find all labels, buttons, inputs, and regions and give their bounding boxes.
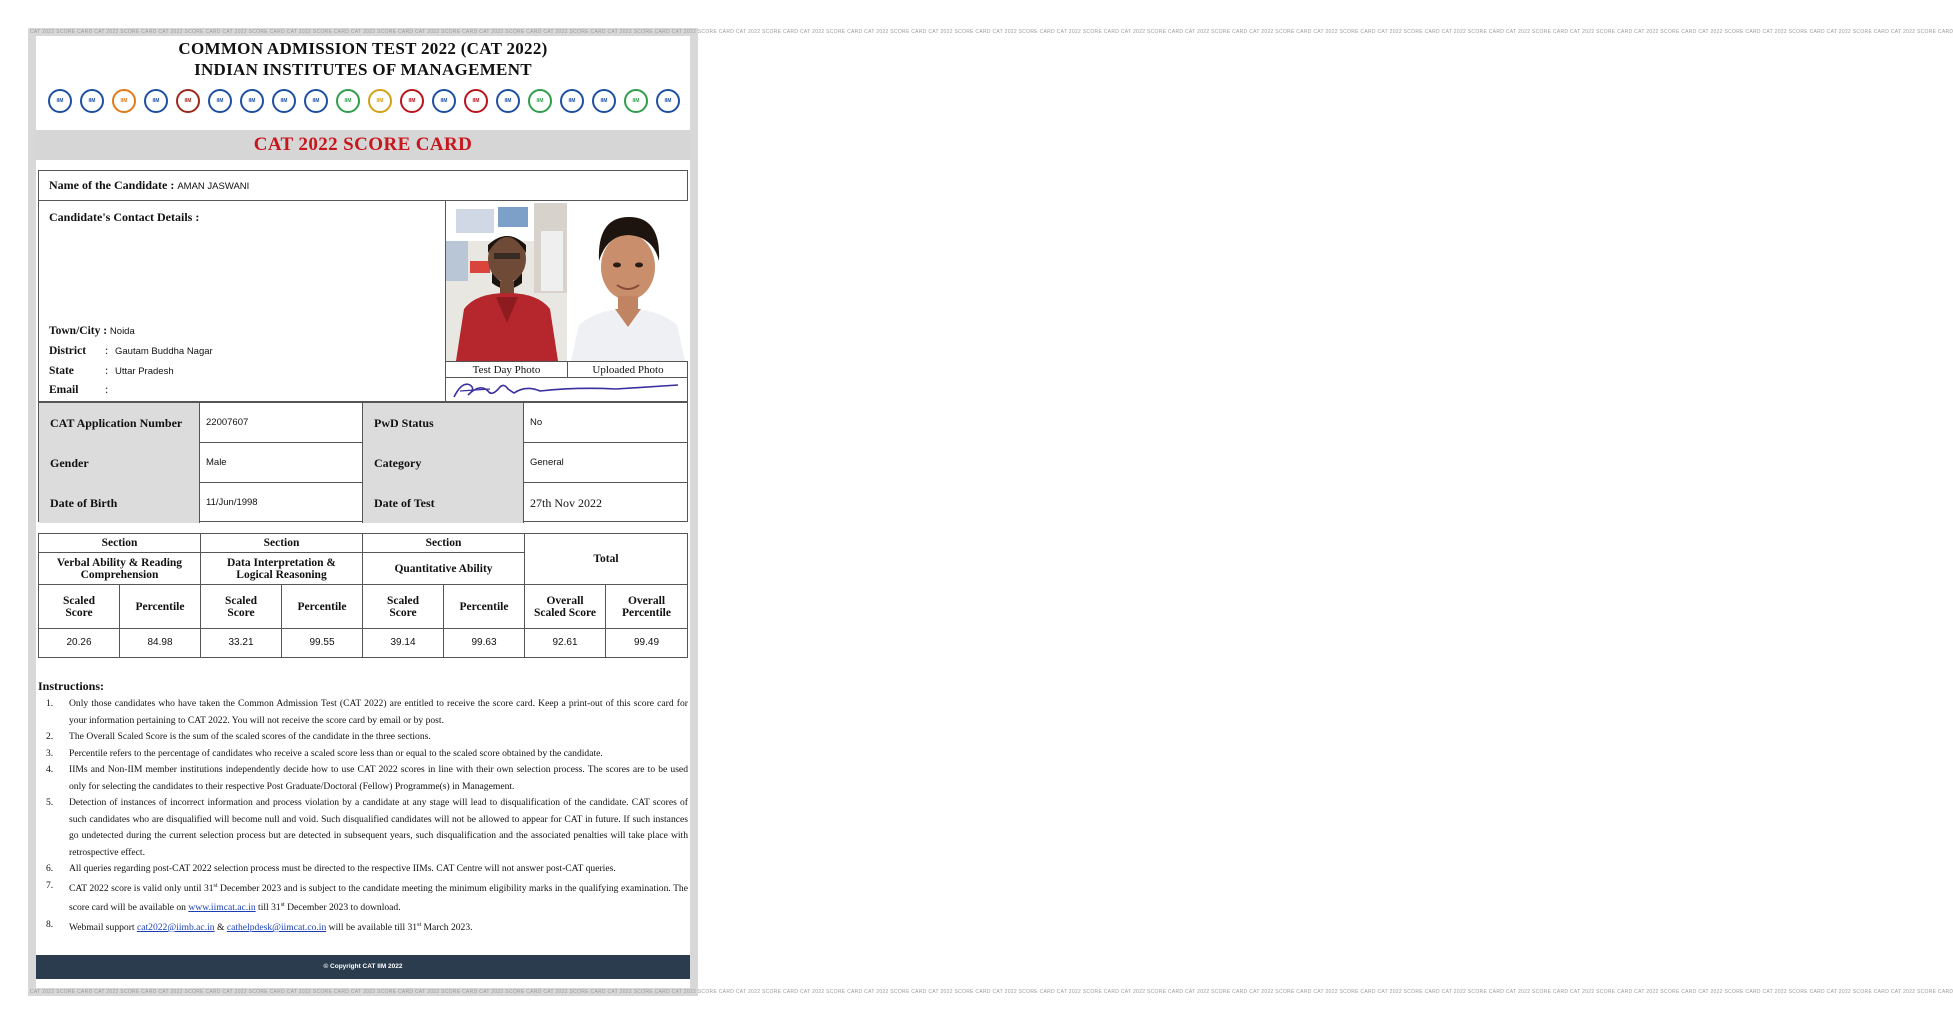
exam-title: COMMON ADMISSION TEST 2022 (CAT 2022) <box>178 39 548 58</box>
iim-logo-icon: IIM <box>560 89 584 113</box>
qa-percentile-label: Percentile <box>444 585 525 629</box>
uploaded-photo <box>567 201 688 361</box>
dilr-scaled-label: Scaled Score <box>201 585 282 629</box>
iim-logo-icon: IIM <box>624 89 648 113</box>
iim-logo-icon: IIM <box>304 89 328 113</box>
instruction-item: 6. All queries regarding post-CAT 2022 selection process must be directed to the respective IIMs. CAT Centre will not answer post-CAT queries. <box>46 863 616 874</box>
instructions-list <box>38 696 688 937</box>
town-row <box>49 325 135 337</box>
instruction-item: 8. Webmail support cat2022@iimb.ac.in & cathelpdesk@iimcat.co.in will be available till 31st March 2023. <box>46 918 473 934</box>
overall-scaled-label: Overall Scaled Score <box>525 585 606 629</box>
iim-logo-icon: IIM <box>400 89 424 113</box>
instructions-title: Instructions: <box>38 679 105 693</box>
score-table <box>38 533 688 658</box>
instruction-text: Only those candidates who have taken the Common Admission Test (CAT 2022) are entitled to receive the score card. Keep a print-out of this score card for your information pertaining to CAT 2022. You will not receive the score card by email or by post. <box>69 698 688 726</box>
iim-logo-icon: IIM <box>336 89 360 113</box>
iim-logo-strip <box>48 86 680 116</box>
district-row <box>49 345 349 357</box>
dilr-percentile: 99.55 <box>282 629 363 657</box>
email-sep: : <box>105 384 109 396</box>
iim-logo-icon: IIM <box>528 89 552 113</box>
dilr-percentile-label: Percentile <box>282 585 363 629</box>
varc-scaled-score: 20.26 <box>39 629 120 657</box>
info-row-dates <box>39 483 687 523</box>
instruction-item: 2. The Overall Scaled Score is the sum of the scaled scores of the candidate in the three sections. <box>46 731 431 742</box>
gender-label: Gender <box>39 443 199 483</box>
signature-image <box>446 379 688 401</box>
district-value: Gautam Buddha Nagar <box>115 346 213 357</box>
iim-logo-icon: IIM <box>432 89 456 113</box>
category-label: Category <box>363 443 523 483</box>
pwd-status-value: No <box>530 417 543 428</box>
iim-logo-icon: IIM <box>464 89 488 113</box>
candidate-details <box>38 170 688 402</box>
category-value: General <box>530 457 564 468</box>
total-header: Total <box>525 534 687 585</box>
helpdesk-email-link[interactable]: cathelpdesk@iimcat.co.in <box>226 922 327 934</box>
score-card-title: CAT 2022 SCORE CARD <box>253 134 473 155</box>
institute-title: INDIAN INSTITUTES OF MANAGEMENT <box>194 60 532 79</box>
qa-percentile: 99.63 <box>444 629 525 657</box>
iim-logo-icon: IIM <box>144 89 168 113</box>
border-text-top: CAT 2022 SCORE CARD CAT 2022 SCORE CARD CAT 2022 SCORE CARD CAT 2022 SCORE CARD CAT 2022 SCORE CARD CAT 2022 SCORE CARD CAT 2022 SCORE CARD CAT 2022 SCORE CARD CAT 2022 SCORE CARD CAT 2022 SCORE CARD CAT 2022 SCORE CARD CAT 2022 SCORE CARD CAT 2022 SCORE CARD CAT 2022 SCORE CARD CAT 2022 SCORE CARD CAT 2022 SCORE CARD CAT 2022 SCORE CARD CAT 2022 SCORE CARD CAT 2022 SCORE CARD CAT 2022 SCORE CARD CAT 2022 SCORE CARD CAT 2022 SCORE CARD CAT 2022 SCORE CARD CAT 2022 SCORE CARD CAT 2022 SCORE CARD CAT 2022 SCORE CARD CAT 2022 SCORE CARD CAT 2022 SCORE CARD CAT 2022 SCORE CARD CAT 2022 SCORE CARD <box>30 29 1953 35</box>
candidate-name: AMAN JASWANI <box>177 181 250 192</box>
header <box>36 38 690 80</box>
iim-logo-icon: IIM <box>208 89 232 113</box>
gender-value: Male <box>206 457 227 468</box>
state-sep: : <box>105 365 109 377</box>
uploaded-photo-caption: Uploaded Photo <box>567 362 688 377</box>
instruction-text: IIMs and Non-IIM member institutions independently decide how to use CAT 2022 scores in line with their own selection process. The scores are to be used only for selecting the candidates to their respective Post Graduate/Doctoral (Fellow) Programme(s) in Management. <box>69 764 688 792</box>
instruction-item: 7. CAT 2022 score is valid only until 31st December 2023 and is subject to the candidate meeting the minimum eligibility marks in the qualifying examination. The score card will be available on www.iimcat.ac.in till 31st December 2023 to download. <box>46 879 688 914</box>
iim-logo-icon: IIM <box>48 89 72 113</box>
overall-percentile: 99.49 <box>633 637 660 648</box>
instruction-item: 3. Percentile refers to the percentage of candidates who receive a scaled score less than or equal to the scaled score obtained by the candidate. <box>46 747 603 759</box>
instruction-text-part: CAT 2022 score is valid only until 31 <box>69 882 214 894</box>
state-value: Uttar Pradesh <box>115 366 174 377</box>
district-label: District <box>49 345 87 357</box>
dilr-scaled-score: 33.21 <box>201 629 282 657</box>
candidate-name-label: Name of the Candidate : <box>49 178 175 192</box>
contact-details-label: Candidate's Contact Details : <box>49 210 200 224</box>
footer-copyright: © Copyright CAT IIM 2022 <box>36 955 690 979</box>
test-date-label: Date of Test <box>363 483 523 523</box>
section1-name: Verbal Ability & Reading Comprehension <box>39 553 201 585</box>
email-row <box>49 384 349 396</box>
iim-logo-icon: IIM <box>496 89 520 113</box>
varc-percentile: 84.98 <box>120 629 201 657</box>
section2-name: Data Interpretation & Logical Reasoning <box>201 553 363 585</box>
app-number-value: 22007607 <box>206 417 249 428</box>
iimb-email-link[interactable]: cat2022@iimb.ac.in <box>136 922 215 934</box>
uploaded-photo-image <box>567 201 688 361</box>
instructions <box>38 679 688 937</box>
instruction-text: The Overall Scaled Score is the sum of the scaled scores of the candidate in the three sections. <box>69 731 431 742</box>
section1-header: Section <box>39 534 201 553</box>
state-label: State <box>49 365 74 377</box>
instruction-text: Detection of instances of incorrect information and process violation by a candidate at any stage will lead to disqualification of the candidate. CAT scores of such candidates who are disqualified will become null and void. Such disqualified candidates will not be allowed to appear for CAT in future. If such instances go undetected during the current selection process but are detected in subsequent years, such disqualification and the associated penalties will take place with retrospective effect. <box>69 797 688 858</box>
iim-logo-icon: IIM <box>80 89 104 113</box>
section2-header: Section <box>201 534 363 553</box>
photo-column <box>445 201 687 401</box>
test-day-photo-caption: Test Day Photo <box>472 364 541 376</box>
test-date-value: 27th Nov 2022 <box>530 496 602 510</box>
email-label: Email <box>49 384 79 396</box>
town-label: Town/City : <box>49 325 108 337</box>
iim-logo-icon: IIM <box>592 89 616 113</box>
iim-logo-icon: IIM <box>368 89 392 113</box>
section3-header: Section <box>363 534 525 553</box>
pwd-status-label: PwD Status <box>363 403 523 443</box>
candidate-name-row <box>39 171 687 201</box>
varc-percentile-label: Percentile <box>120 585 201 629</box>
border-text-bottom: CAT 2022 SCORE CARD CAT 2022 SCORE CARD CAT 2022 SCORE CARD CAT 2022 SCORE CARD CAT 2022 SCORE CARD CAT 2022 SCORE CARD CAT 2022 SCORE CARD CAT 2022 SCORE CARD CAT 2022 SCORE CARD CAT 2022 SCORE CARD CAT 2022 SCORE CARD CAT 2022 SCORE CARD CAT 2022 SCORE CARD CAT 2022 SCORE CARD CAT 2022 SCORE CARD CAT 2022 SCORE CARD CAT 2022 SCORE CARD CAT 2022 SCORE CARD CAT 2022 SCORE CARD CAT 2022 SCORE CARD CAT 2022 SCORE CARD CAT 2022 SCORE CARD CAT 2022 SCORE CARD CAT 2022 SCORE CARD CAT 2022 SCORE CARD CAT 2022 SCORE CARD CAT 2022 SCORE CARD CAT 2022 SCORE CARD CAT 2022 SCORE CARD CAT 2022 SCORE CARD <box>30 989 1953 995</box>
town-value: Noida <box>109 326 135 337</box>
iim-logo-icon: IIM <box>272 89 296 113</box>
qa-scaled-label: Scaled Score <box>363 585 444 629</box>
test-day-photo-image <box>446 201 567 361</box>
qa-scaled-score: 39.14 <box>363 629 444 657</box>
overall-scaled-score: 92.61 <box>525 629 606 657</box>
iimcat-website-link[interactable]: www.iimcat.ac.in <box>188 902 256 914</box>
info-row-application <box>39 403 687 443</box>
instruction-item: 1. Only those candidates who have taken the Common Admission Test (CAT 2022) are entitled to receive the score card. Keep a print-out of this score card for your information pertaining to CAT 2022. You will not receive the score card by email or by post. <box>46 698 688 726</box>
instruction-text: Percentile refers to the percentage of candidates who receive a scaled score less than or equal to the scaled score obtained by the candidate. <box>69 747 603 759</box>
test-day-photo <box>446 201 567 361</box>
iim-logo-icon: IIM <box>656 89 680 113</box>
info-row-gender <box>39 443 687 483</box>
score-card-title-bar <box>36 130 690 160</box>
app-number-label: CAT Application Number <box>39 403 199 443</box>
iim-logo-icon: IIM <box>112 89 136 113</box>
district-sep: : <box>105 345 109 357</box>
dob-value: 11/Jun/1998 <box>206 497 258 508</box>
instruction-item: 5. Detection of instances of incorrect information and process violation by a candidate at any stage will lead to disqualification of the candidate. CAT scores of such candidates who are disqualified will become null and void. Such disqualified candidates will not be allowed to appear for CAT in future. If such instances go undetected during the current selection process but are detected in subsequent years, such disqualification and the associated penalties will take place with retrospective effect. <box>46 797 688 858</box>
section3-name: Quantitative Ability <box>363 553 525 585</box>
instruction-item: 4. IIMs and Non-IIM member institutions independently decide how to use CAT 2022 scores in line with their own selection process. The scores are to be used only for selecting the candidates to their respective Post Graduate/Doctoral (Fellow) Programme(s) in Management. <box>46 764 688 792</box>
varc-scaled-label: Scaled Score <box>39 585 120 629</box>
state-row <box>49 365 349 377</box>
photo-caption-row <box>446 361 688 378</box>
dob-label: Date of Birth <box>39 483 199 523</box>
instruction-text: All queries regarding post-CAT 2022 selection process must be directed to the respective IIMs. CAT Centre will not answer post-CAT queries. <box>69 863 616 874</box>
iim-logo-icon: IIM <box>176 89 200 113</box>
iim-logo-icon: IIM <box>240 89 264 113</box>
candidate-info-grid <box>38 402 688 522</box>
overall-percentile-label: Overall Percentile <box>606 585 687 629</box>
